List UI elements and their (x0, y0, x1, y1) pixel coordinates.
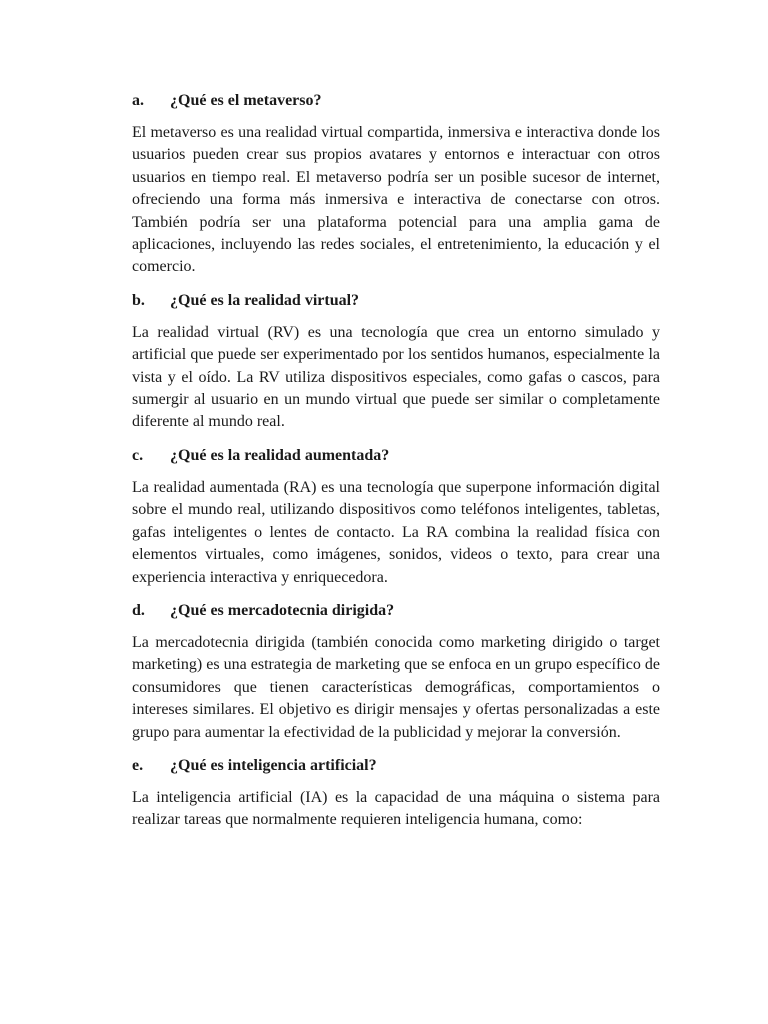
section-paragraph: La inteligencia artificial (IA) es la capacidad de una máquina o sistema para realizar tareas que normalmente requieren inteligencia humana, como: (132, 788, 660, 829)
section-title: ¿Qué es mercadotecnia dirigida? (170, 601, 395, 619)
section-paragraph: La mercadotecnia dirigida (también conocida como marketing dirigido o target marketing) es una estrategia de marketing que se enfoca en un grupo específico de consumidores que tienen características demográficas, comportamientos o intereses similares. El objetivo es dirigir mensajes y ofertas personalizadas a este grupo para aumentar la efectividad de la publicidad y mejorar la conversión. (132, 633, 660, 741)
section-title: ¿Qué es la realidad virtual? (170, 291, 360, 309)
section-heading (132, 290, 660, 312)
section-paragraph: La realidad aumentada (RA) es una tecnología que superpone información digital sobre el mundo real, utilizando dispositivos como teléfonos inteligentes, tabletas, gafas inteligentes o lentes de contacto. La RA combina la realidad física con elementos virtuales, como imágenes, sonidos, videos o texto, para crear una experiencia interactiva y enriquecedora. (132, 478, 660, 586)
section-letter: a. (132, 92, 144, 109)
document-page (132, 90, 660, 843)
section-letter: b. (132, 291, 145, 309)
section-letter: d. (132, 601, 145, 619)
section-title: ¿Qué es inteligencia artificial? (170, 756, 377, 774)
section-title: ¿Qué es el metaverso? (170, 92, 322, 109)
section-metaverso (132, 90, 660, 279)
section-title: ¿Qué es la realidad aumentada? (170, 446, 390, 464)
section-heading (132, 755, 660, 777)
section-mercadotecnia-dirigida (132, 600, 660, 744)
section-heading (132, 90, 660, 112)
section-paragraph: El metaverso es una realidad virtual compartida, inmersiva e interactiva donde los usuarios pueden crear sus propios avatares y entornos e interactuar con otros usuarios en tiempo real. El metaverso podría ser un posible sucesor de internet, ofreciendo una forma más inmersiva e interactiva de conectarse con otros. También podría ser una plataforma potencial para una amplia gama de aplicaciones, incluyendo las redes sociales, el entretenimiento, la educación y el comercio. (132, 124, 660, 276)
section-paragraph: La realidad virtual (RV) es una tecnología que crea un entorno simulado y artificial que puede ser experimentado por los sentidos humanos, especialmente la vista y el oído. La RV utiliza dispositivos especiales, como gafas o cascos, para sumergir al usuario en un mundo virtual que puede ser similar o completamente diferente al mundo real. (132, 323, 660, 431)
section-inteligencia-artificial (132, 755, 660, 832)
section-heading (132, 600, 660, 622)
section-heading (132, 445, 660, 467)
section-realidad-aumentada (132, 445, 660, 589)
section-letter: e. (132, 756, 144, 774)
section-letter: c. (132, 446, 144, 464)
section-realidad-virtual (132, 290, 660, 434)
